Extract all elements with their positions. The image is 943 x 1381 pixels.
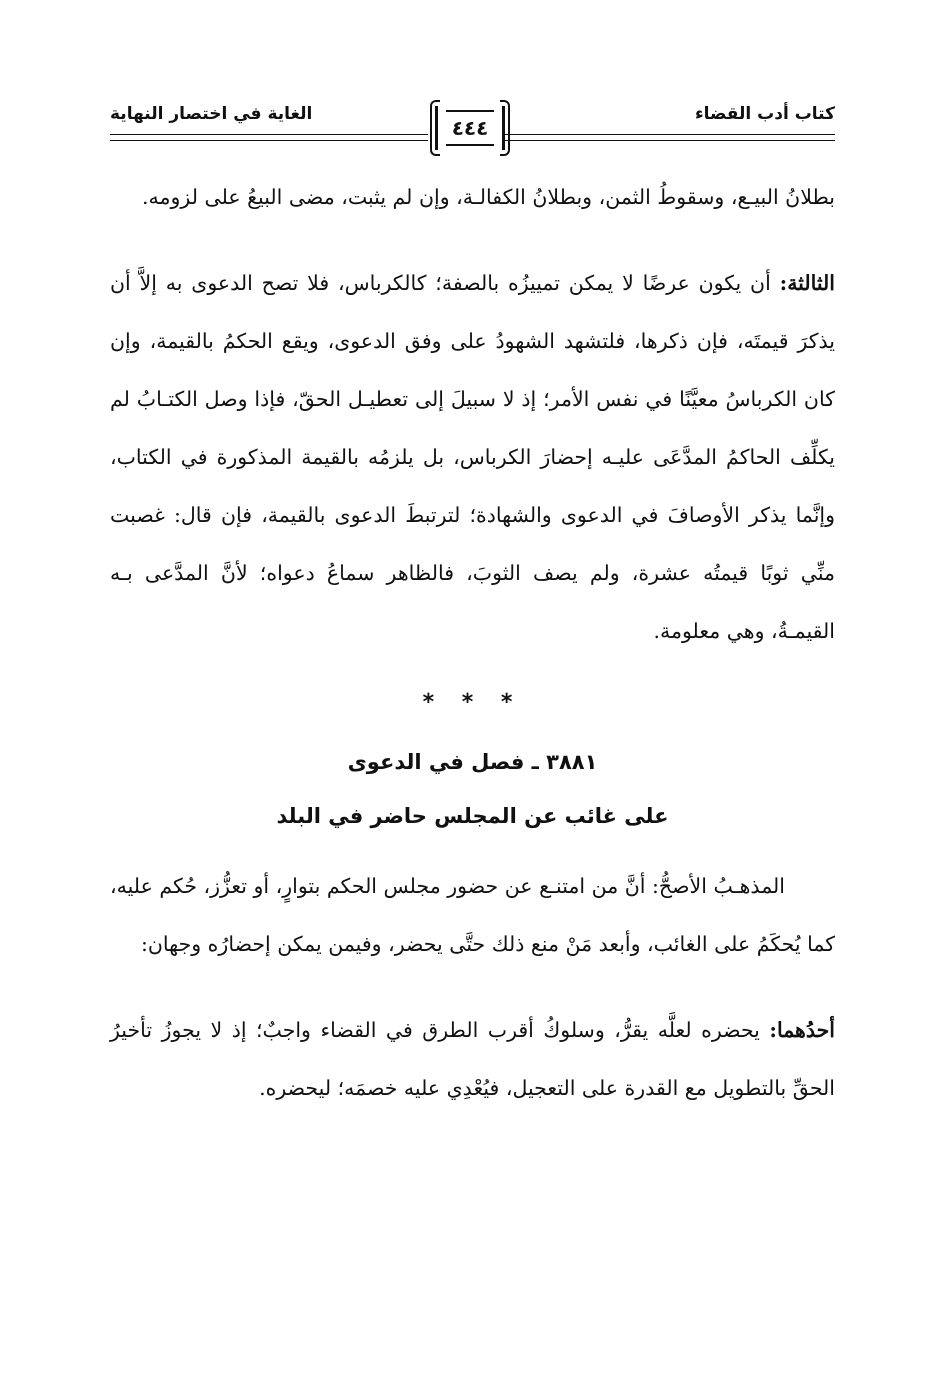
header-rule — [505, 134, 835, 135]
paragraph-lead-term: أحدُهما: — [769, 1018, 835, 1042]
page-number-frame — [430, 100, 510, 156]
section-heading: ٣٨٨١ ـ فصل في الدعوى — [347, 750, 598, 774]
paragraph-third-case — [110, 254, 835, 660]
book-title: كتاب أدب القضاء — [694, 104, 835, 124]
frame-bracket-icon — [500, 100, 510, 156]
header-rule — [505, 140, 835, 141]
paragraph-doctrine: المذهـبُ الأصحُّ: أنَّ من امتنـع عن حضور مجلس الحكم بتوارٍ، أو تعزُّز، حُكم عليه، كما يُحكَمُ على الغائب، وأبعد مَنْ منع ذلك حتَّى يحضر، وفيمن يمكن إحضارُه وجهان: — [110, 874, 835, 956]
paragraph-text: يحضره لعلَّه يقرُّ، وسلوكُ أقرب الطرق في القضاء واجبٌ؛ إذ لا يجوزُ تأخيرُ الحقِّ بالتطويل مع القدرة على التعجيل، فيُعْدِي عليه خصمَه؛ ليحضره. — [110, 1018, 835, 1100]
header-rule — [110, 134, 428, 135]
section-separator: * * * — [422, 690, 523, 715]
page-number: ٤٤٤ — [446, 110, 494, 146]
paragraph-first-view — [110, 1001, 835, 1117]
section-subheading: على غائب عن المجلس حاضر في البلد — [276, 804, 669, 828]
work-title: الغاية في اختصار النهاية — [110, 104, 313, 124]
paragraph-text: أن يكون عرضًا لا يمكن تمييزُه بالصفة؛ كالكرباس، فلا تصح الدعوى به إلاَّ أن يذكرَ قيمتَه، فإن ذكرها، فلتشهد الشهودُ على وفق الدعوى، ويقع الحكمُ بالقيمة، وإن كان الكرباسُ معيَّنًا في نفس الأمر؛ إذ لا سبيلَ إلى تعطيـل الحقّ، فإذا وصل الكتـابُ لم يكلِّف الحاكمُ المدَّعَى عليـه إحضارَ الكرباس، بل يلزمُه بالقيمة المذكورة في الكتاب، وإنَّما يذكر الأوصافَ في الدعوى والشهادة؛ لترتبطَ الدعوى بالقيمة، فإن قال: غصبت منِّي ثوبًا قيمتُه عشرة، ولم يصف الثوبَ، فالظاهر سماعُ دعواه؛ لأنَّ المدَّعى بـه القيمـةُ، وهي معلومة. — [110, 271, 835, 643]
frame-bracket-icon — [430, 100, 440, 156]
paragraph-lead-term: الثالثة: — [779, 271, 835, 295]
header-rule — [110, 140, 428, 141]
running-header — [110, 96, 835, 166]
paragraph-continuation: بطلانُ البيـع، وسقوطُ الثمن، وبطلانُ الكفالـة، وإن لم يثبت، مضى البيعُ على لزومه. — [142, 185, 835, 209]
page-body — [110, 168, 835, 1117]
